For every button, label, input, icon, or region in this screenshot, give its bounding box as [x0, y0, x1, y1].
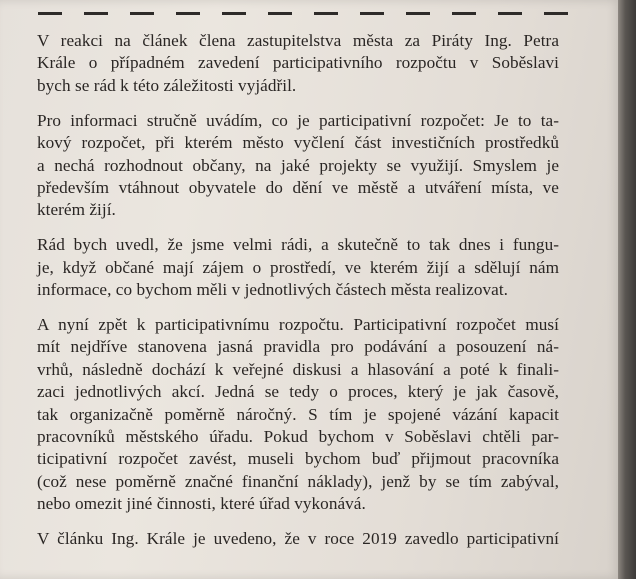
paragraph — [37, 110, 559, 222]
text-line: je, když občané mají zájem o prostředí, ve kterém žijí a sdělují nám — [37, 257, 559, 277]
text-line: (což nese poměrně značné finanční náklady), jenž by se tím zabýval, — [37, 471, 559, 491]
paragraph — [37, 528, 559, 550]
text-line: A nyní zpět k participativnímu rozpočtu. Participativní rozpočet musí — [37, 314, 559, 334]
page-edge-shadow — [618, 0, 636, 579]
text-line: vrhů, následně dochází k veřejné diskusi a hlasování a poté k finali- — [37, 359, 559, 379]
dash — [498, 12, 522, 15]
text-line: kový rozpočet, při kterém město vyčlení část investičních prostředků — [37, 133, 559, 153]
dash — [268, 12, 292, 15]
dashed-separator — [38, 10, 598, 16]
text-line: informace, co bychom měli v jednotlivých částech města realizovat. — [37, 280, 509, 300]
dash — [84, 12, 108, 15]
text-line: a nechá rozhodnout občany, na jaké projekty se využijí. Smyslem je — [37, 155, 559, 175]
paragraph — [37, 314, 559, 516]
paragraph — [37, 30, 559, 97]
text-line: Pro informaci stručně uvádím, co je participativní rozpočet: Je to ta- — [37, 110, 559, 130]
dash — [222, 12, 246, 15]
dash — [360, 12, 384, 15]
dash — [38, 12, 62, 15]
dash — [452, 12, 476, 15]
text-line: bych se rád k této záležitosti vyjádřil. — [37, 75, 297, 95]
dash — [130, 12, 154, 15]
text-line: Krále o případném zavedení participativního rozpočtu v Soběslavi — [37, 53, 559, 73]
text-line: zaci jednotlivých akcí. Jedná se tedy o proces, který je jak časově, — [37, 382, 559, 402]
dash — [406, 12, 430, 15]
dash — [314, 12, 338, 15]
text-line: V reakci na článek člena zastupitelstva města za Piráty Ing. Petra — [37, 31, 559, 50]
dash — [544, 12, 568, 15]
text-line: především vtáhnout obyvatele do dění ve městě a utváření místa, ve — [37, 177, 559, 197]
dash — [176, 12, 200, 15]
text-line: ticipativní rozpočet zavést, museli bychom buď přijmout pracovníka — [37, 449, 559, 469]
text-line: Rád bych uvedl, že jsme velmi rádi, a skutečně to tak dnes i fungu- — [37, 235, 559, 255]
text-line: pracovníků městského úřadu. Pokud bychom v Soběslavi chtěli par- — [37, 427, 559, 446]
text-line: kterém žijí. — [37, 200, 116, 220]
text-line: nebo omezit jiné činnosti, které úřad vykonává. — [37, 494, 366, 514]
text-line: mít nejdříve stanovena jasná pravidla pro podávání a posouzení ná- — [37, 337, 559, 357]
article-body — [37, 30, 559, 563]
text-line: V článku Ing. Krále je uvedeno, že v roce 2019 zavedlo participativní — [37, 529, 559, 549]
paragraph — [37, 234, 559, 301]
text-line: tak organizačně poměrně náročný. S tím je spojené vázání kapacit — [37, 404, 559, 424]
